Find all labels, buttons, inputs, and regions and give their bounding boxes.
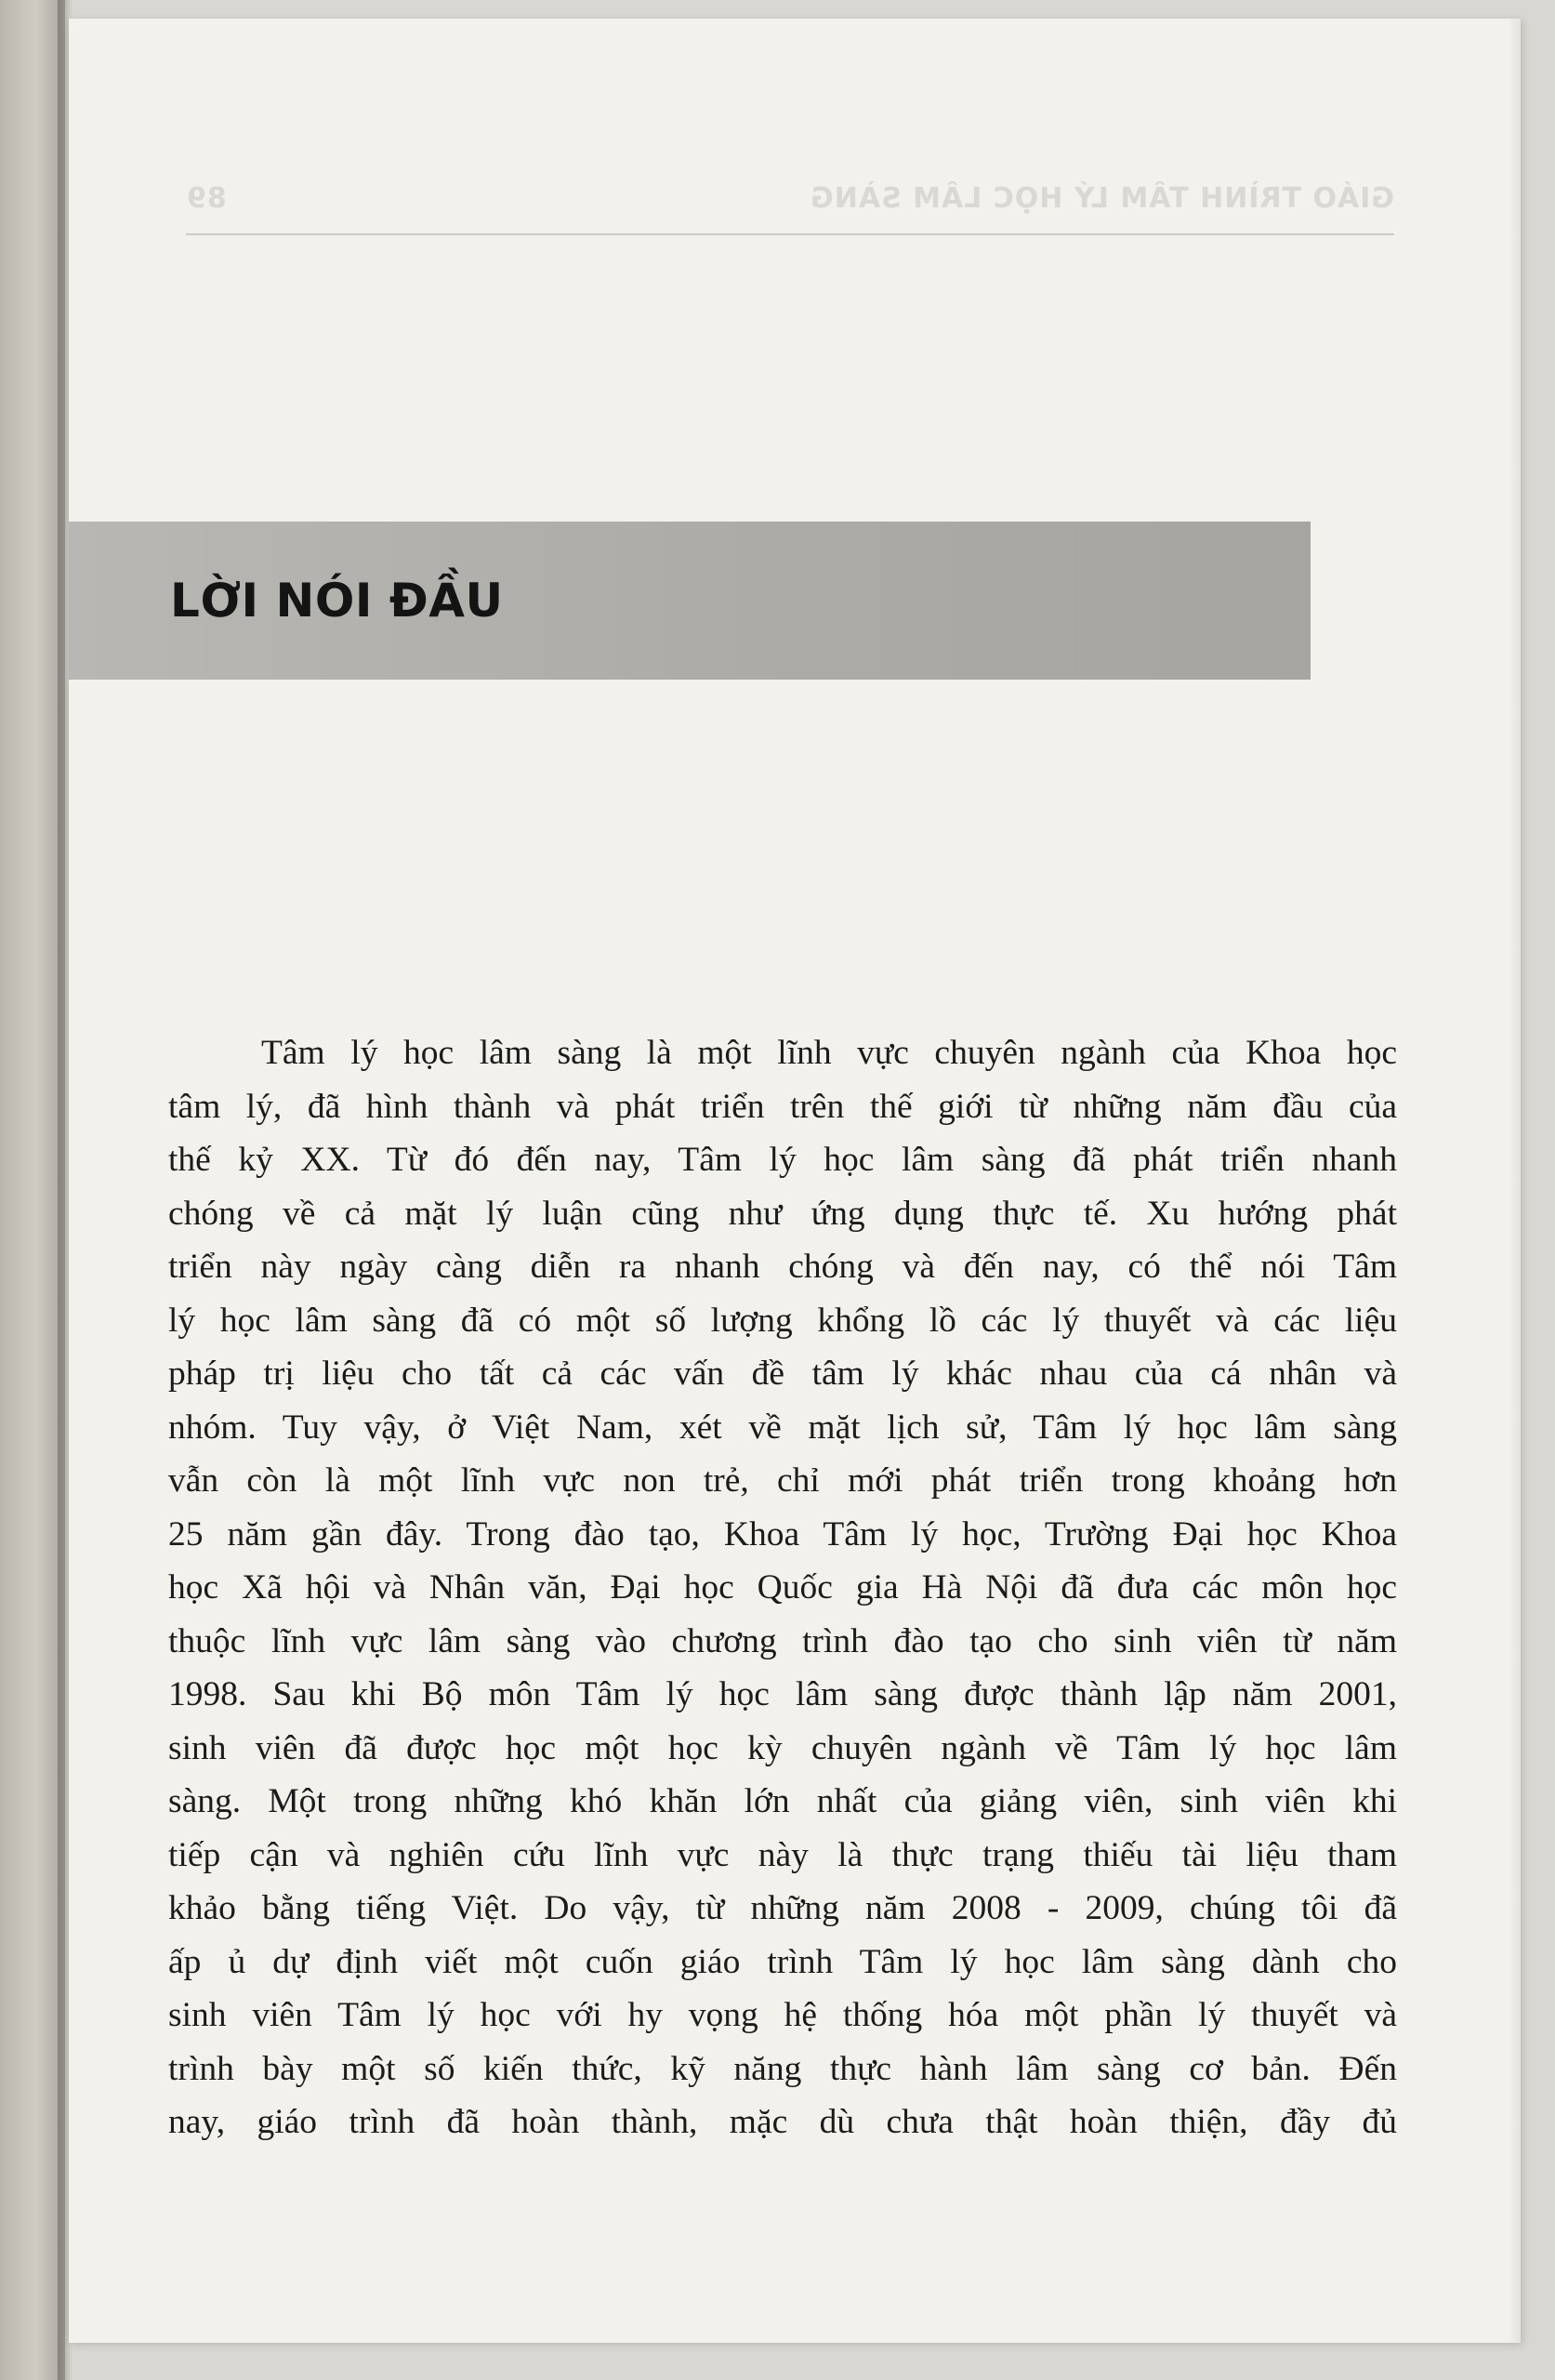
heading-band	[69, 522, 1311, 680]
text-line: lý học lâm sàng đã có một số lượng khổng lồ các lý thuyết và các liệu	[168, 1301, 1397, 1340]
book-page	[69, 19, 1521, 2343]
preface-paragraph	[168, 1026, 1397, 2149]
text-line: học Xã hội và Nhân văn, Đại học Quốc gia Hà Nội đã đưa các môn học	[168, 1568, 1397, 1606]
text-line: khảo bằng tiếng Việt. Do vậy, từ những năm 2008 - 2009, chúng tôi đã	[168, 1889, 1397, 1927]
text-line: pháp trị liệu cho tất cả các vấn đề tâm lý khác nhau của cá nhân và	[168, 1355, 1397, 1393]
text-line: 25 năm gần đây. Trong đào tạo, Khoa Tâm lý học, Trường Đại học Khoa	[168, 1514, 1397, 1554]
text-line: sinh viên Tâm lý học với hy vọng hệ thống hóa một phần lý thuyết và	[168, 1996, 1397, 2034]
text-line: tiếp cận và nghiên cứu lĩnh vực này là thực trạng thiếu tài liệu tham	[168, 1835, 1397, 1874]
show-through-page-number: 89	[186, 182, 227, 215]
text-line: ấp ủ dự định viết một cuốn giáo trình Tâm lý học lâm sàng dành cho	[168, 1942, 1397, 1981]
text-line: nhóm. Tuy vậy, ở Việt Nam, xét về mặt lịch sử, Tâm lý học lâm sàng	[168, 1408, 1397, 1447]
book-cover-edge	[0, 0, 65, 2380]
text-line: chóng về cả mặt lý luận cũng như ứng dụng thực tế. Xu hướng phát	[168, 1194, 1397, 1233]
text-line: vẫn còn là một lĩnh vực non trẻ, chỉ mới phát triển trong khoảng hơn	[168, 1461, 1397, 1500]
show-through-running-header	[186, 172, 1394, 235]
text-line: Tâm lý học lâm sàng là một lĩnh vực chuyên ngành của Khoa học	[261, 1034, 1397, 1072]
text-line: tâm lý, đã hình thành và phát triển trên thế giới từ những năm đầu của	[168, 1087, 1397, 1126]
text-line: triển này ngày càng diễn ra nhanh chóng và đến nay, có thể nói Tâm	[168, 1248, 1397, 1286]
show-through-header-title: GIÁO TRÌNH TÂM LÝ HỌC LÂM SÀNG	[810, 182, 1394, 215]
text-line: 1998. Sau khi Bộ môn Tâm lý học lâm sàng được thành lập năm 2001,	[168, 1675, 1397, 1713]
text-line: sàng. Một trong những khó khăn lớn nhất của giảng viên, sinh viên khi	[168, 1782, 1397, 1820]
reverse-side-show-through	[186, 172, 1394, 272]
text-line: thuộc lĩnh vực lâm sàng vào chương trình đào tạo cho sinh viên từ năm	[168, 1621, 1397, 1660]
text-line: nay, giáo trình đã hoàn thành, mặc dù chưa thật hoàn thiện, đầy đủ	[168, 2103, 1397, 2141]
page-edge-shade	[1508, 19, 1521, 2343]
text-line: trình bày một số kiến thức, kỹ năng thực hành lâm sàng cơ bản. Đến	[168, 2049, 1397, 2088]
text-line: sinh viên đã được học một học kỳ chuyên ngành về Tâm lý học lâm	[168, 1728, 1397, 1767]
page-title: LỜI NÓI ĐẦU	[170, 574, 504, 628]
text-line: thế kỷ XX. Từ đó đến nay, Tâm lý học lâm sàng đã phát triển nhanh	[168, 1141, 1397, 1179]
